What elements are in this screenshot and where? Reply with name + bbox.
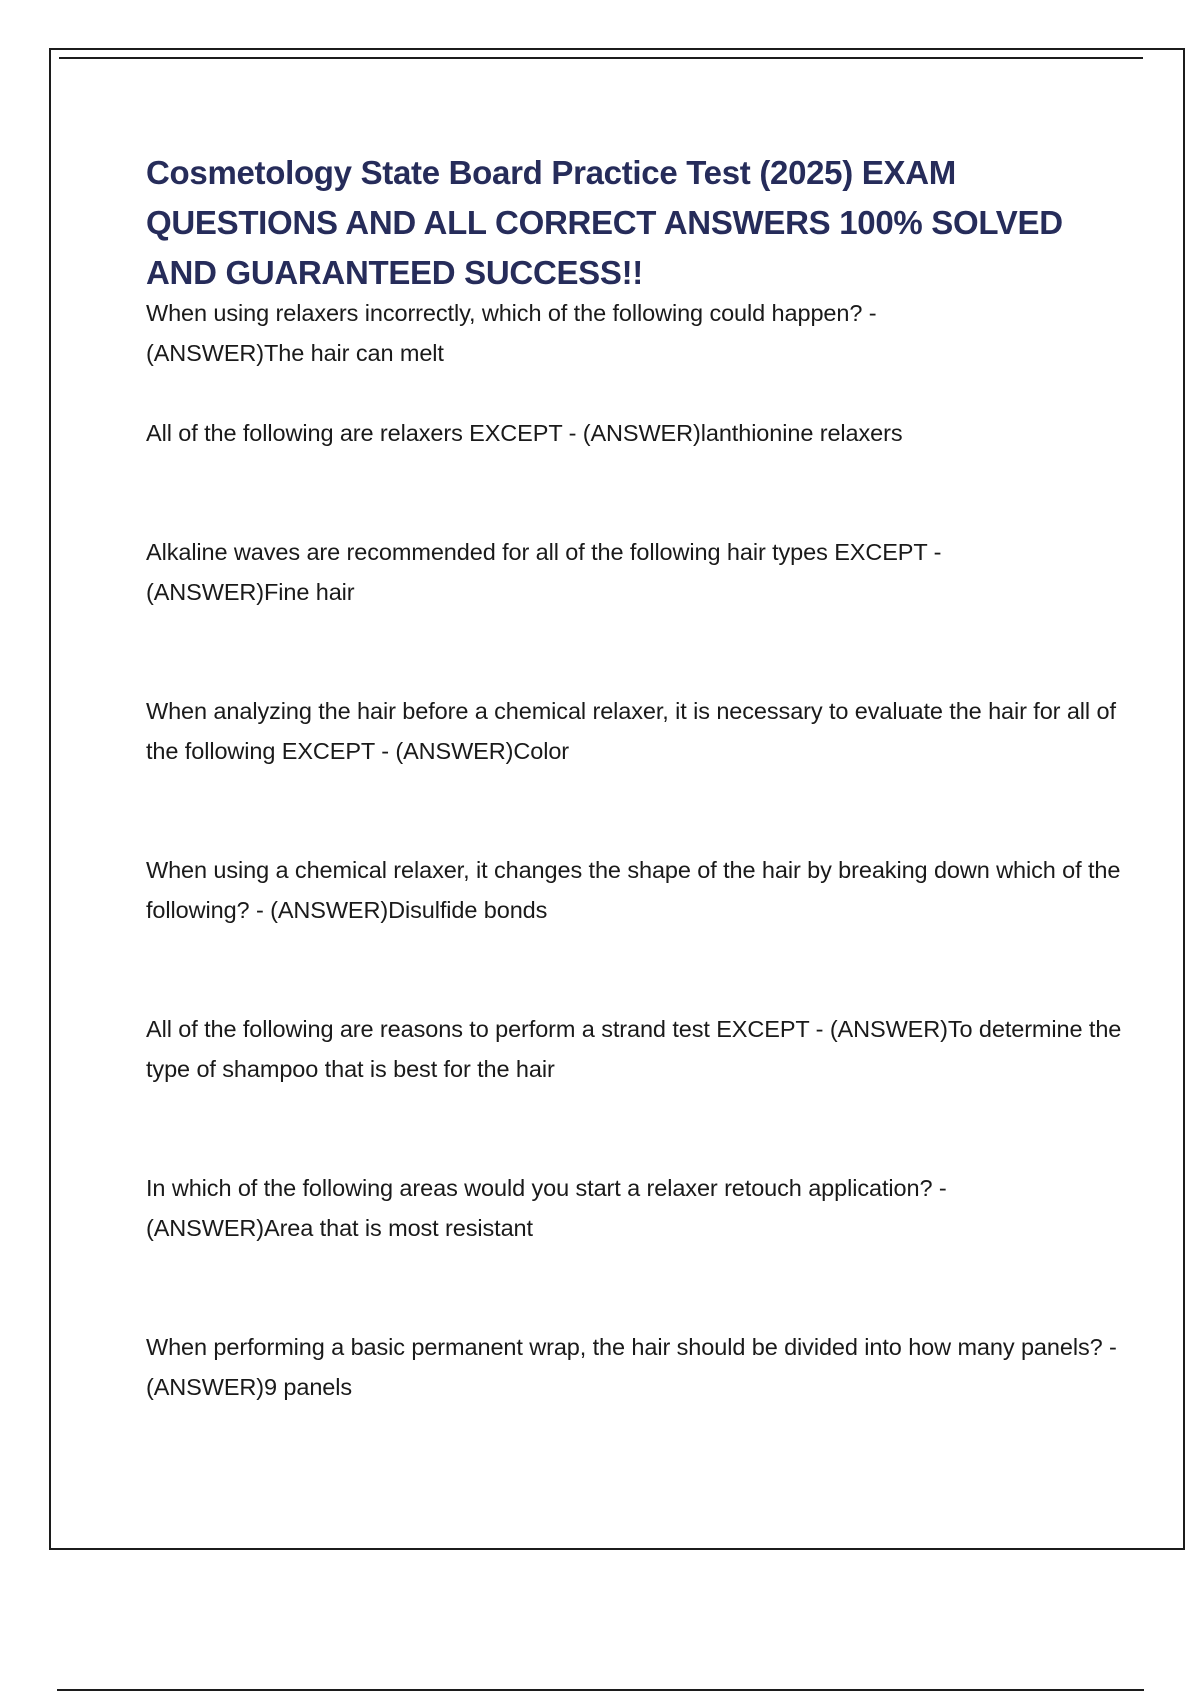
page-border [49, 48, 1185, 1550]
qa-item [146, 850, 1136, 930]
answer-text: (ANSWER)The hair can melt [146, 340, 444, 366]
question-text: When analyzing the hair before a chemical relaxer, it is necessary to evaluate the hair for all of the following EXCEPT - [146, 698, 1116, 764]
question-text: All of the following are reasons to perform a strand test EXCEPT - [146, 1016, 830, 1042]
question-text: When using a chemical relaxer, it changes the shape of the hair by breaking down which of the following? - [146, 857, 1121, 923]
question-text: Alkaline waves are recommended for all of the following hair types EXCEPT - [146, 539, 942, 565]
question-text: In which of the following areas would you start a relaxer retouch application? - [146, 1175, 947, 1201]
qa-item [146, 691, 1136, 771]
qa-item [146, 1009, 1136, 1089]
question-text: When using relaxers incorrectly, which of the following could happen? - [146, 300, 877, 326]
document-title: Cosmetology State Board Practice Test (2025) EXAM QUESTIONS AND ALL CORRECT ANSWERS 100% SOLVED AND GUARANTEED SUCCESS!! [146, 154, 1063, 291]
qa-item [146, 1327, 1136, 1407]
qa-item [146, 1168, 1136, 1248]
answer-text: (ANSWER)Fine hair [146, 579, 355, 605]
header-rule [59, 57, 1143, 59]
qa-list [146, 293, 1136, 1486]
answer-text: (ANSWER)Disulfide bonds [270, 897, 548, 923]
question-text: All of the following are relaxers EXCEPT - [146, 420, 583, 446]
answer-text: (ANSWER)Color [395, 738, 570, 764]
answer-text: (ANSWER)To determine the type of shampoo that is best for the hair [146, 1016, 1122, 1082]
question-text: When performing a basic permanent wrap, the hair should be divided into how many panels? - [146, 1334, 1117, 1360]
answer-text: (ANSWER)9 panels [146, 1374, 353, 1400]
answer-text: (ANSWER)Area that is most resistant [146, 1215, 533, 1241]
answer-text: (ANSWER)lanthionine relaxers [582, 420, 903, 446]
footer-rule [57, 1689, 1144, 1691]
qa-item [146, 532, 1136, 612]
qa-item [146, 293, 1136, 373]
qa-item [146, 413, 1136, 453]
